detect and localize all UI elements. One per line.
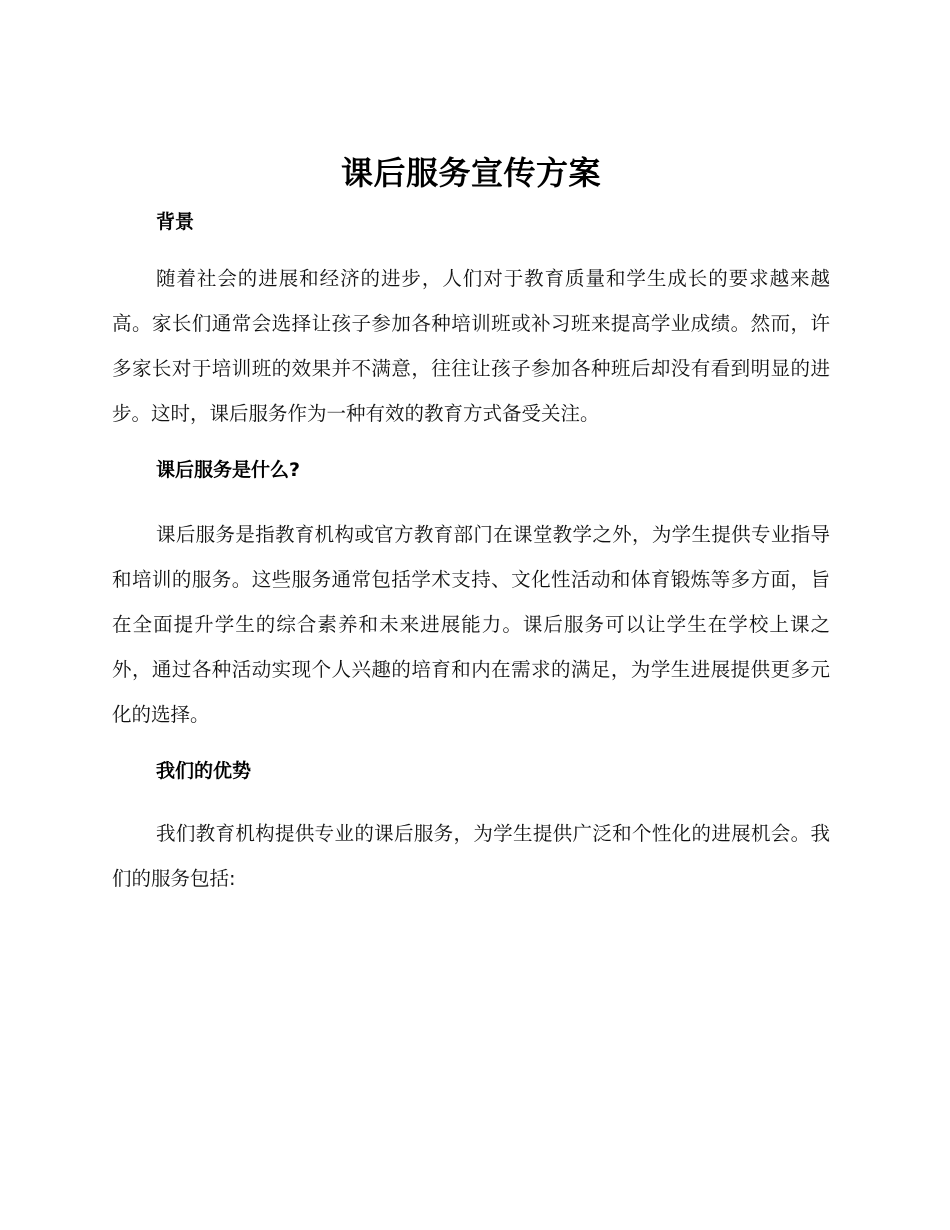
- section-paragraph-background: 随着社会的进展和经济的进步，人们对于教育质量和学生成长的要求越来越高。家长们通常会选择让孩子参加各种培训班或补习班来提高学业成绩。然而，许多家长对于培训班的效果并不满意，往往让孩子参加各种班后却没有看到明显的进步。这时，课后服务作为一种有效的教育方式备受关注。: [112, 267, 830, 425]
- document-title: 课后服务宣传方案: [340, 154, 601, 192]
- section-heading-advantages: 我们的优势: [156, 760, 252, 782]
- section-paragraph-advantages: 我们教育机构提供专业的课后服务，为学生提供广泛和个性化的进展机会。我们的服务包括:: [112, 822, 830, 890]
- section-paragraph-what-is-service: 课后服务是指教育机构或官方教育部门在课堂教学之外，为学生提供专业指导和培训的服务。这些服务通常包括学术支持、文化性活动和体育锻炼等多方面，旨在全面提升学生的综合素养和未来进展能力。课后服务可以让学生在学校上课之外，通过各种活动实现个人兴趣的培育和内在需求的满足，为学生进展提供更多元化的选择。: [112, 523, 830, 726]
- section-heading-what-is-service: 课后服务是什么?: [156, 459, 301, 481]
- section-heading-background: 背景: [156, 211, 195, 233]
